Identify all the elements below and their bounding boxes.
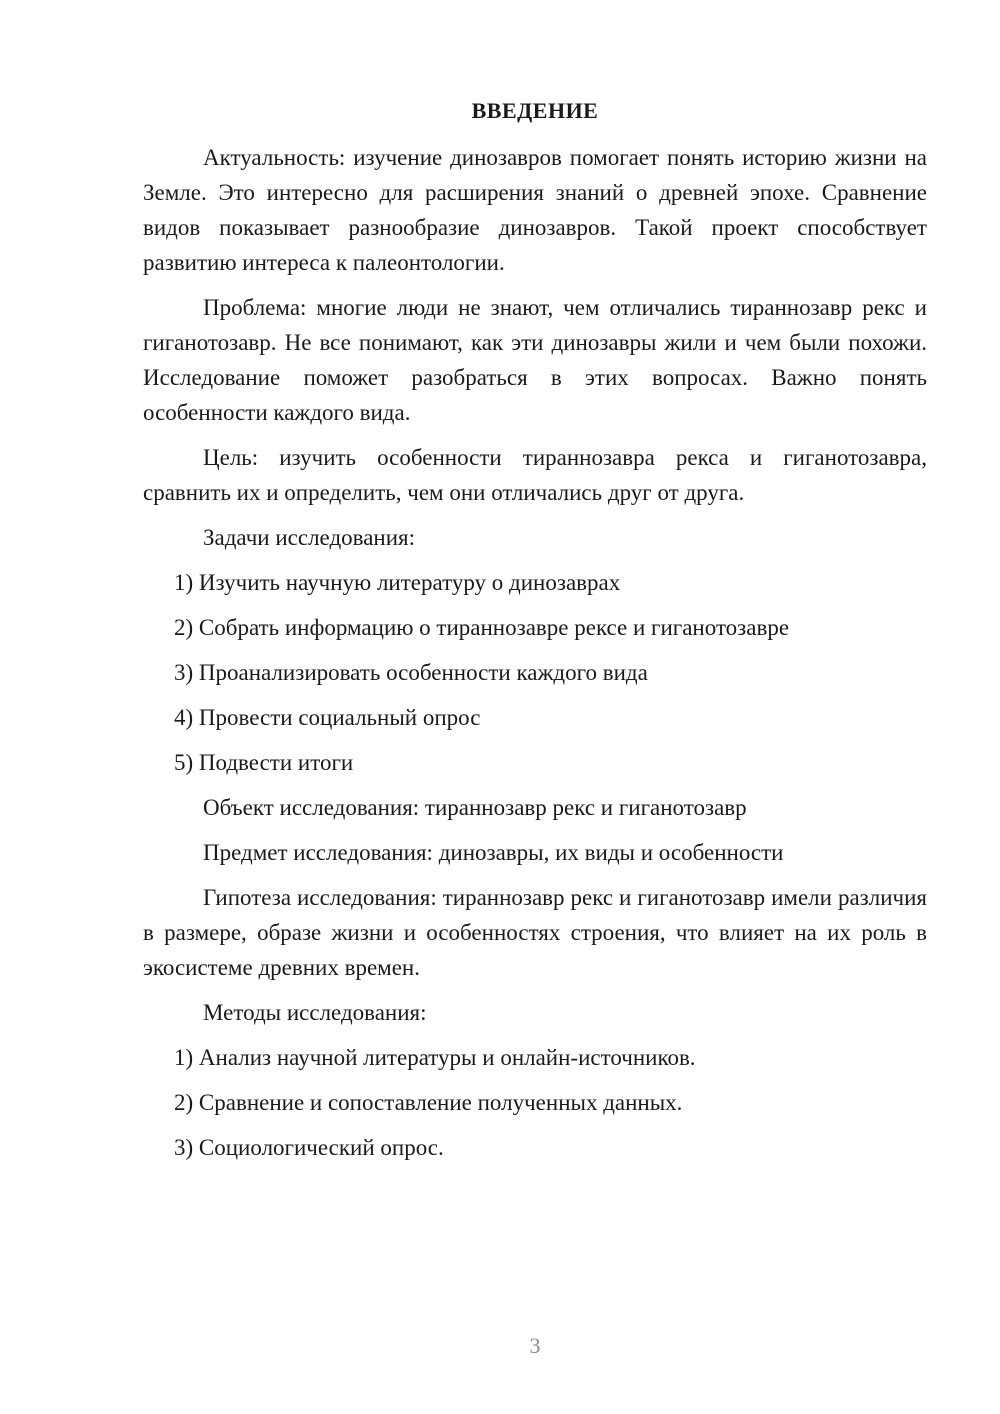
- method-item: 3) Социологический опрос.: [174, 1135, 444, 1160]
- section-title: ВВЕДЕНИЕ: [471, 98, 599, 123]
- task-item: 1) Изучить научную литературу о динозаврах: [174, 570, 621, 595]
- page-number: 3: [529, 1333, 541, 1358]
- tasks-heading: Задачи исследования:: [203, 525, 416, 550]
- method-item: 1) Анализ научной литературы и онлайн-источников.: [174, 1045, 696, 1070]
- task-item: 2) Собрать информацию о тираннозавре рексе и гиганотозавре: [174, 615, 790, 640]
- hypothesis-paragraph: Гипотеза исследования: тираннозавр рекс и гиганотозавр имели различия в размере, образе жизни и особенностях строения, что влияет на их роль в экосистеме древних времен.: [143, 885, 927, 980]
- task-item: 3) Проанализировать особенности каждого вида: [174, 660, 648, 685]
- goal-paragraph: Цель: изучить особенности тираннозавра рекса и гиганотозавра, сравнить их и определить, чем они отличались друг от друга.: [143, 445, 927, 505]
- task-item: 4) Провести социальный опрос: [174, 705, 481, 730]
- research-object: Объект исследования: тираннозавр рекс и гиганотозавр: [203, 795, 747, 820]
- research-subject: Предмет исследования: динозавры, их виды и особенности: [203, 840, 784, 865]
- method-item: 2) Сравнение и сопоставление полученных данных.: [174, 1090, 683, 1115]
- relevance-paragraph: Актуальность: изучение динозавров помогает понять историю жизни на Земле. Это интересно для расширения знаний о древней эпохе. Сравнение видов показывает разнообразие динозавров. Такой проект способствует развитию интереса к палеонтологии.: [143, 145, 927, 275]
- problem-paragraph: Проблема: многие люди не знают, чем отличались тираннозавр рекс и гиганотозавр. Не все понимают, как эти динозавры жили и чем были похожи. Исследование поможет разобраться в этих вопросах. Важно понять особенности каждого вида.: [143, 295, 927, 425]
- page-content: [143, 96, 927, 1175]
- methods-heading: Методы исследования:: [203, 1000, 427, 1025]
- task-item: 5) Подвести итоги: [174, 750, 354, 775]
